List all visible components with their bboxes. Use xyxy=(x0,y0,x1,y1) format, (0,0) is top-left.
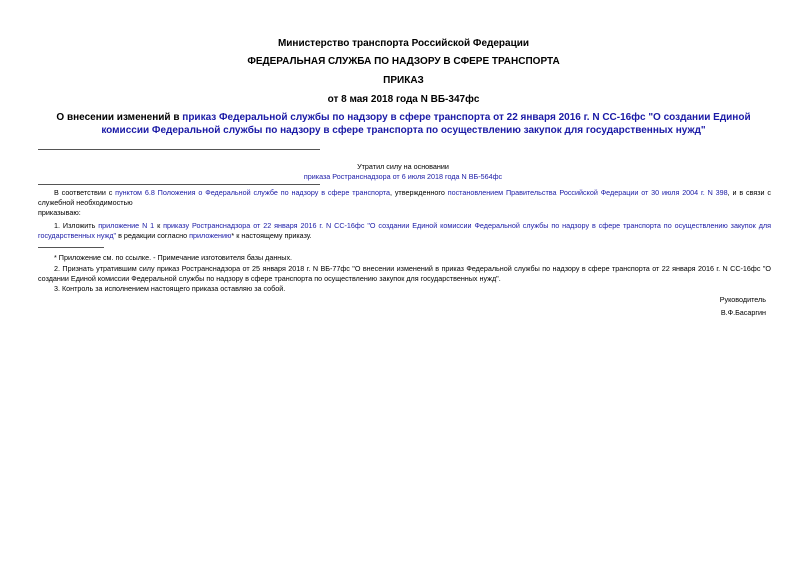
item-text: в редакции согласно xyxy=(116,231,190,240)
item-text: 1. Изложить xyxy=(54,221,99,230)
item-text: к xyxy=(154,221,164,230)
document-title xyxy=(36,112,771,137)
footnote-divider xyxy=(38,247,104,248)
appendix-ref-link[interactable]: приложению xyxy=(189,231,232,240)
preamble-text: , утвержденного xyxy=(390,188,448,197)
appendix-link[interactable]: приложение N 1 xyxy=(98,221,155,230)
divider-line xyxy=(38,149,320,150)
preamble-text: В соответствии с xyxy=(54,188,116,197)
signature-name: В.Ф.Басаргин xyxy=(720,308,766,317)
ministry-heading: Министерство транспорта Российской Федерации xyxy=(277,38,530,49)
status-line: Утратил силу на основании xyxy=(357,162,449,171)
regulation-link[interactable]: пунктом 6.8 Положения о Федеральной службе по надзору в сфере транспорта xyxy=(115,188,390,197)
title-link[interactable]: приказ Федеральной службы по надзору в сфере транспорта от 22 января 2016 г. N СС-16фс "О создании Единой комиссии Федеральной службы по надзору в сфере транспорта по осуществлению закупок для государственных нужд" xyxy=(101,112,751,136)
footnote: * Приложение см. по ссылке. - Примечание изготовителя базы данных. xyxy=(54,253,293,262)
status-note xyxy=(200,162,606,182)
order-word: приказываю: xyxy=(38,208,81,217)
service-heading: ФЕДЕРАЛЬНАЯ СЛУЖБА ПО НАДЗОРУ В СФЕРЕ ТРАНСПОРТА xyxy=(247,56,560,67)
status-link[interactable]: приказа Ространснадзора от 6 июля 2018 года N ВБ-564фс xyxy=(303,172,503,181)
divider-line xyxy=(38,184,320,185)
preamble-paragraph xyxy=(38,188,771,208)
title-prefix: О внесении изменений в xyxy=(56,112,183,123)
item-2-paragraph: 2. Признать утратившим силу приказ Ространснадзора от 25 января 2018 г. N ВБ-77фс "О внесении изменений в приказ Федеральной службы по надзору в сфере транспорта от 22 января 2016 г. N СС-16фс "О создании Единой комиссии Федеральной службы по надзору в сфере транспорта по осуществлению закупок для государственных нужд". xyxy=(38,264,771,283)
date-number-heading: от 8 мая 2018 года N ВБ-347фс xyxy=(327,94,480,105)
item-1-paragraph xyxy=(38,221,771,241)
item-3-paragraph: 3. Контроль за исполнением настоящего приказа оставляю за собой. xyxy=(54,284,286,293)
item-text: * к настоящему приказу. xyxy=(231,231,312,240)
decree-link[interactable]: постановлением Правительства Российской Федерации от 30 июля 2004 г. N 398 xyxy=(447,188,728,197)
order-link[interactable]: приказу Ространснадзора от 22 января 2016 г. N СС-16фс "О создании Единой комиссии Федеральной службы по надзору в сфере транспорта по осуществлению закупок для государственных нужд" xyxy=(38,221,771,240)
signature-role: Руководитель xyxy=(719,295,766,304)
preamble-text: , и в связи с служебной необходимостью xyxy=(38,188,771,207)
doc-type-heading: ПРИКАЗ xyxy=(383,75,424,86)
